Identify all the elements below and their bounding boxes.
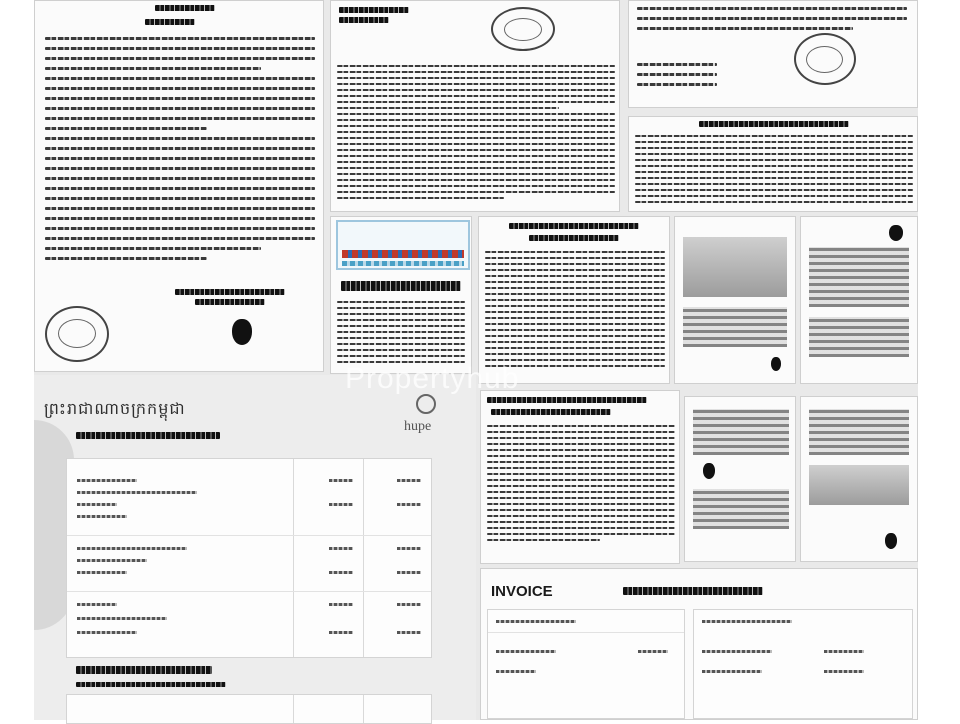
document-middle-text: [478, 216, 670, 384]
panel-subtitle: [76, 432, 220, 439]
table-cell: [397, 571, 421, 574]
table-cell: [77, 603, 117, 606]
stamp-seal: [45, 306, 109, 362]
document-lower-text: [480, 390, 680, 564]
fingerprint-mark: [771, 357, 781, 371]
doc-body-text: [337, 301, 465, 367]
table-row: [67, 591, 431, 592]
table-cell: [329, 479, 353, 482]
doc-body-text: [487, 425, 675, 545]
signature-line: [175, 289, 285, 295]
table-cell: [702, 650, 772, 653]
panel-section-subheading: [76, 682, 226, 687]
panel-section-heading: [76, 666, 212, 674]
table-cell: [77, 515, 127, 518]
fingerprint-mark: [885, 533, 897, 549]
doc-heading: [699, 121, 849, 127]
table-cell: [702, 620, 792, 623]
doc-body-text: [337, 65, 615, 203]
scan-text-block: [693, 409, 789, 455]
doc-body-text: [45, 37, 315, 267]
table-cell: [496, 670, 536, 673]
doc-body-text: [637, 7, 907, 37]
table-cell: [77, 547, 187, 550]
table-row: [67, 535, 431, 536]
table-column-divider: [363, 695, 364, 723]
watermark-text: Propertyhub: [345, 362, 520, 395]
document-invoice: [480, 568, 918, 720]
table-cell: [77, 571, 127, 574]
table-cell: [397, 479, 421, 482]
table-cell: [77, 559, 147, 562]
stamp-seal: [491, 7, 555, 51]
panel-title: ព្រះរាជាណាចក្រកម្ពុជា: [44, 401, 186, 418]
stamp-seal: [794, 33, 856, 85]
scan-text-block: [809, 409, 909, 455]
logo-text: hupe: [404, 419, 432, 434]
scan-text-block: [683, 307, 787, 347]
fingerprint-mark: [232, 319, 252, 345]
table-cell: [77, 503, 117, 506]
document-right-text: [628, 116, 918, 212]
invoice-table: [487, 609, 685, 719]
table-cell: [397, 503, 421, 506]
table-cell: [329, 571, 353, 574]
banner-header: [336, 220, 470, 270]
doc-body-text: [635, 135, 913, 207]
table-cell: [397, 547, 421, 550]
document-id-scan: [684, 396, 796, 562]
doc-heading: [339, 7, 409, 13]
doc-heading: [487, 397, 647, 403]
statement-table: [66, 458, 432, 658]
table-column-divider: [363, 459, 364, 657]
fingerprint-mark: [703, 463, 715, 479]
signature-line: [195, 299, 265, 305]
table-cell: [329, 503, 353, 506]
doc-signature-lines: [637, 63, 717, 93]
table-cell: [397, 603, 421, 606]
scan-text-block: [809, 247, 909, 307]
table-cell: [77, 491, 197, 494]
doc-heading: [509, 223, 639, 229]
table-cell: [496, 650, 556, 653]
doc-heading: [155, 5, 215, 11]
banner-stripe: [342, 261, 464, 266]
scan-photo: [809, 465, 909, 505]
table-cell: [77, 631, 137, 634]
table-cell: [824, 670, 864, 673]
doc-body-text: [485, 251, 665, 371]
table-cell: [77, 617, 167, 620]
doc-heading: [341, 281, 461, 291]
document-letter-left: [34, 0, 324, 372]
document-top-right: [628, 0, 918, 108]
table-cell: [329, 603, 353, 606]
bank-logo-icon: [398, 392, 458, 436]
scan-text-block: [809, 317, 909, 357]
scan-text-block: [693, 489, 789, 529]
doc-heading: [491, 409, 611, 415]
table-cell: [824, 650, 864, 653]
table-cell: [638, 650, 668, 653]
banner-stripe: [342, 250, 464, 258]
table-column-divider: [293, 459, 294, 657]
table-cell: [329, 631, 353, 634]
table-cell: [77, 479, 137, 482]
document-id-scan: [800, 396, 918, 562]
building-photo: [683, 237, 787, 297]
invoice-title: INVOICE: [491, 583, 553, 600]
invoice-heading: [623, 587, 763, 595]
table-cell: [496, 620, 576, 623]
table-cell: [329, 547, 353, 550]
table-column-divider: [293, 695, 294, 723]
document-id-scan: [800, 216, 918, 384]
portrait-mark: [889, 225, 903, 241]
table-row: [488, 632, 684, 633]
doc-heading: [339, 17, 389, 23]
table-cell: [702, 670, 762, 673]
table-cell: [397, 631, 421, 634]
doc-subheading: [145, 19, 195, 25]
doc-heading: [529, 235, 619, 241]
document-id-scan: [674, 216, 796, 384]
invoice-table: [693, 609, 913, 719]
document-top-middle: [330, 0, 620, 212]
